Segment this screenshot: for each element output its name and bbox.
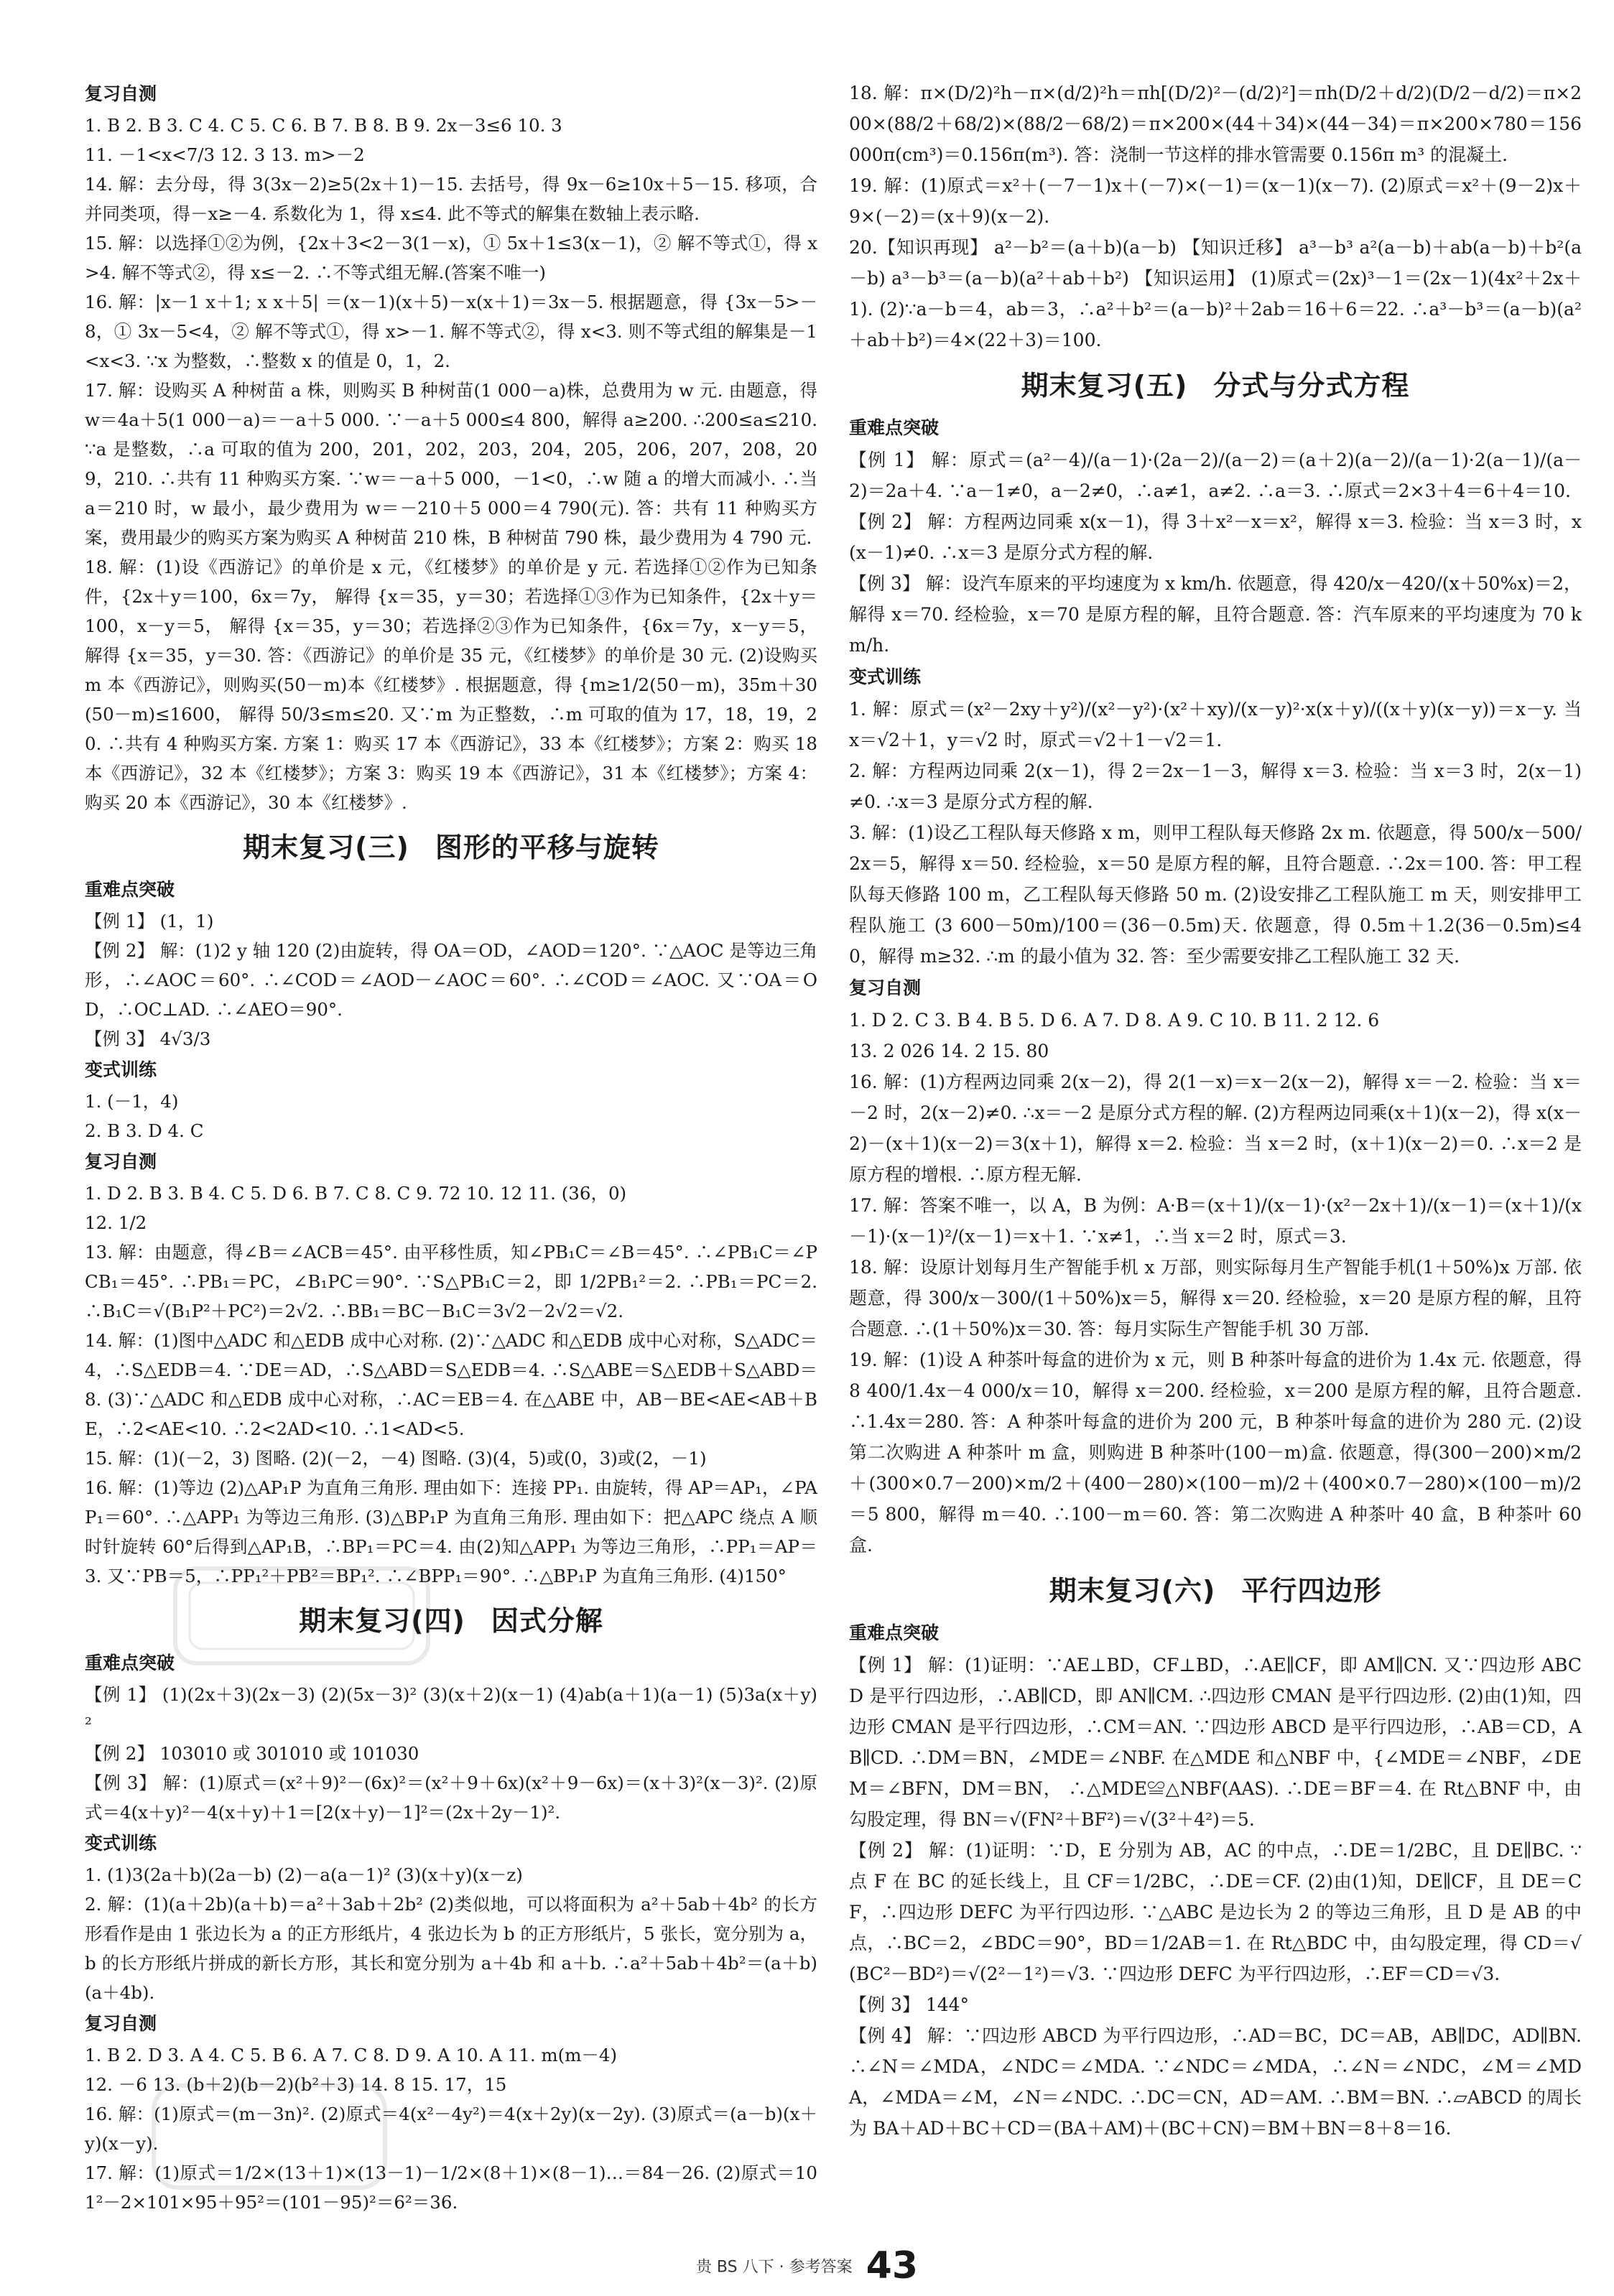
- answer-paragraph: 【例 1】 (1，1): [85, 911, 214, 931]
- right-column: [849, 78, 1582, 2144]
- answer-paragraph: 12. －6 13. (b＋2)(b－2)(b²＋3) 14. 8 15. 17，15: [85, 2074, 507, 2095]
- answer-paragraph: 19. 解：(1)原式＝x²＋(－7－1)x＋(－7)×(－1)＝(x－1)(x－7). (2)原式＝x²＋(9－2)x＋9×(－2)＝(x＋9)(x－2).: [849, 175, 1582, 227]
- answer-paragraph: 14. 解：(1)图中△ADC 和△EDB 成中心对称. (2)∵△ADC 和△EDB 成中心对称，S△ADC＝4，∴S△EDB＝4. ∵DE＝AD，∴S△ABD＝S△EDB＝4. ∴S△ABE＝S△EDB＋S△ABD＝8. (3)∵△ADC 和△EDB 成中心对称，∴AC＝EB＝4. 在△ABE 中，AB－BE<AE<AB＋BE，∴2<AE<10. ∴2<2AD<10. ∴1<AD<5.: [85, 1330, 817, 1439]
- answer-paragraph: 14. 解：去分母，得 3(3x－2)≥5(2x＋1)－15. 去括号，得 9x－6≥10x＋5－15. 移项，合并同类项，得－x≥－4. 系数化为 1，得 x≤4. 此不等式的解集在数轴上表示略.: [85, 174, 817, 224]
- answer-paragraph: 2. 解：方程两边同乘 2(x－1)，得 2＝2x－1－3，解得 x＝3. 检验：当 x＝3 时，2(x－1)≠0. ∴x＝3 是原分式方程的解.: [849, 761, 1582, 812]
- chapter-heading: [85, 824, 817, 870]
- answer-paragraph: 15. 解：(1)(－2，3) 图略. (2)(－2，－4) 图略. (3)(4，5)或(0，3)或(2，－1): [85, 1448, 707, 1469]
- footer-label: 贵 BS 八下 · 参考答案: [695, 2258, 853, 2277]
- section-subheading: 变式训练: [849, 666, 922, 687]
- chapter-title: 因式分解: [491, 1605, 603, 1637]
- answer-paragraph: 12. 1/2: [85, 1212, 147, 1233]
- answer-paragraph: 1. D 2. C 3. B 4. B 5. D 6. A 7. D 8. A 9. C 10. B 11. 2 12. 6: [849, 1010, 1380, 1031]
- watermark-stamp-2: [151, 2083, 388, 2190]
- chapter-heading: [849, 1568, 1582, 1614]
- answer-paragraph: 19. 解：(1)设 A 种茶叶每盒的进价为 x 元，则 B 种茶叶每盒的进价为 1.4x 元. 依题意，得 8 400/1.4x－4 000/x＝10，解得 x＝200. 经检验，x＝200 是原方程的解，且符合题意. ∴1.4x＝280. 答：A 种茶叶每盒的进价为 200 元，B 种茶叶每盒的进价为 280 元. (2)设第二次购进 A 种茶叶 m 盒，则购进 B 种茶叶(100－m)盒. 依题意，得(300－200)×m/2＋(300×0.7－200)×m/2＋(400－280)×(100－m)/2＋(400×0.7－280)×(100－m)/2＝5 800，解得 m＝40. ∴100－m＝60. 答：第二次购进 A 种茶叶 40 盒，B 种茶叶 60 盒.: [849, 1349, 1582, 1556]
- chapter-title: 平行四边形: [1241, 1575, 1382, 1607]
- answer-paragraph: 【例 3】 144°: [849, 1994, 970, 2015]
- answer-paragraph: 【例 2】 解：(1)2 y 轴 120 (2)由旋转，得 OA＝OD，∠AOD＝120°. ∵△AOC 是等边三角形，∴∠AOC＝60°. ∴∠COD＝∠AOD－∠AOC＝60°. ∴∠COD＝∠AOC. 又∵OA＝OD，∴OC⊥AD. ∴∠AEO＝90°.: [85, 940, 817, 1020]
- answer-paragraph: 【例 1】 解：原式＝(a²－4)/(a－1)·(2a－2)/(a－2)＝(a＋2)(a－2)/(a－1)·2(a－1)/(a－2)＝2a＋4. ∵a－1≠0，a－2≠0，∴a≠1，a≠2. ∴a＝3. ∴原式＝2×3＋4＝6＋4＝10.: [849, 450, 1582, 501]
- answer-paragraph: 17. 解：答案不唯一，以 A，B 为例：A·B＝(x＋1)/(x－1)·(x²－2x＋1)/(x－1)＝(x＋1)/(x－1)·(x－1)²/(x－1)＝x＋1. ∵x≠1，∴当 x＝2 时，原式＝3.: [849, 1195, 1582, 1247]
- answer-paragraph: 2. B 3. D 4. C: [85, 1120, 204, 1141]
- answer-paragraph: 16. 解：(1)等边 (2)△AP₁P 为直角三角形. 理由如下：连接 PP₁. 由旋转，得 AP＝AP₁，∠PAP₁＝60°. ∴△APP₁ 为等边三角形. (3)△BP₁P 为直角三角形. 理由如下：把△APC 绕点 A 顺时针旋转 60°后得到△AP₁B，∴BP₁＝PC＝4. 由(2)知△APP₁ 为等边三角形，∴PP₁＝AP＝3. 又∵PB＝5，∴PP₁²＋PB²＝BP₁². ∴∠BPP₁＝90°. ∴△BP₁P 为直角三角形. (4)150°: [85, 1477, 817, 1586]
- answer-paragraph: 2. 解：(1)(a＋2b)(a＋b)＝a²＋3ab＋2b² (2)类似地，可以将面积为 a²＋5ab＋4b² 的长方形看作是由 1 张边长为 a 的正方形纸片，4 张边长为 b 的正方形纸片，5 张长，宽分别为 a，b 的长方形纸片拼成的新长方形，其长和宽分别为 a＋4b 和 a＋b. ∴a²＋5ab＋4b²＝(a＋b)(a＋4b).: [85, 1894, 817, 2003]
- answer-paragraph: 【例 4】 解：∵四边形 ABCD 为平行四边形，∴AD＝BC，DC＝AB，AB∥DC，AD∥BN. ∴∠N＝∠MDA，∠NDC＝∠MDA. ∵∠NDC＝∠MDA，∴∠N＝∠NDC，∠M＝∠MDA，∠MDA＝∠M，∠N＝∠NDC. ∴DC＝CN，AD＝AM. ∴BM＝BN. ∴▱ABCD 的周长为 BA＋AD＋BC＋CD＝(BA＋AM)＋(BC＋CN)＝BM＋BN＝8＋8＝16.: [849, 2025, 1582, 2139]
- answer-paragraph: 20.【知识再现】 a²－b²＝(a＋b)(a－b) 【知识迁移】 a³－b³ a²(a－b)＋ab(a－b)＋b²(a－b) a³－b³＝(a－b)(a²＋ab＋b²) 【知识运用】 (1)原式＝(2x)³－1＝(2x－1)(4x²＋2x＋1). (2)∵a－b＝4，ab＝3，∴a²＋b²＝(a－b)²＋2ab＝16＋6＝22. ∴a³－b³＝(a－b)(a²＋ab＋b²)＝4×(22＋3)＝100.: [849, 237, 1582, 350]
- answer-paragraph: 15. 解：以选择①②为例，{2x＋3<2－3(1－x)，① 5x＋1≤3(x－1)，② 解不等式①，得 x>4. 解不等式②，得 x≤－2. ∴不等式组无解.(答案不唯一): [85, 233, 817, 283]
- chapter-number: 期末复习(五): [1021, 370, 1188, 401]
- section-subheading: 复习自测: [85, 2013, 157, 2034]
- answer-paragraph: 【例 1】 (1)(2x＋3)(2x－3) (2)(5x－3)² (3)(x＋2)(x－1) (4)ab(a＋1)(a－1) (5)3a(x＋y)²: [85, 1684, 817, 1734]
- section-subheading: 变式训练: [85, 1833, 157, 1854]
- chapter-title: 图形的平移与旋转: [435, 832, 659, 863]
- chapter-number: 期末复习(四): [299, 1605, 465, 1637]
- answer-paragraph: 17. 解：(1)原式＝1/2×(13＋1)×(13－1)－1/2×(8＋1)×(8－1)…＝84－26. (2)原式＝101²－2×101×95＋95²＝(101－95)²＝6²＝36.: [85, 2162, 817, 2213]
- answer-paragraph: 【例 2】 解：(1)证明：∵D，E 分别为 AB，AC 的中点，∴DE＝1/2BC，且 DE∥BC. ∵点 F 在 BC 的延长线上，且 CF＝1/2BC，∴DE＝CF. (2)由(1)知，DE∥CF，且 DE＝CF，∴四边形 DEFC 为平行四边形. ∵△ABC 是边长为 2 的等边三角形，且 D 是 AB 的中点，∴BC＝2，∠BDC＝90°，BD＝1/2AB＝1. 在 Rt△BDC 中，由勾股定理，得 CD＝√(BC²－BD²)＝√(2²－1²)＝√3. ∵四边形 DEFC 为平行四边形，∴EF＝CD＝√3.: [849, 1840, 1582, 1984]
- answer-paragraph: 17. 解：设购买 A 种树苗 a 株，则购买 B 种树苗(1 000－a)株，总费用为 w 元. 由题意，得 w＝4a＋5(1 000－a)＝－a＋5 000. ∵－a＋5 000≤4 800，解得 a≥200. ∴200≤a≤210. ∵a 是整数，∴a 可取的值为 200，201，202，203，204，205，206，207，208，209，210. ∴共有 11 种购买方案. ∵w＝－a＋5 000，－1<0，∴w 随 a 的增大而减小. ∴当 a＝210 时，w 最小，最少费用为 w＝－210＋5 000＝4 790(元). 答：共有 11 种购买方案，费用最少的购买方案为购买 A 种树苗 210 株，B 种树苗 790 株，最少费用为 4 790 元.: [85, 380, 817, 548]
- section-subheading: 重难点突破: [849, 417, 940, 438]
- chapter-title: 分式与分式方程: [1213, 370, 1410, 401]
- left-column: [85, 78, 817, 2217]
- answer-paragraph: 18. 解：(1)设《西游记》的单价是 x 元，《红楼梦》的单价是 y 元. 若选择①②作为已知条件，{2x＋y＝100，6x＝7y， 解得 {x＝35，y＝30；若选择①③作为已知条件，{2x＋y＝100，x－y＝5， 解得 {x＝35，y＝30；若选择②③作为已知条件，{6x＝7y，x－y＝5， 解得 {x＝35，y＝30. 答：《西游记》的单价是 35 元，《红楼梦》的单价是 30 元. (2)设购买 m 本《西游记》，则购买(50－m)本《红楼梦》. 根据题意，得 {m≥1/2(50－m)，35m＋30(50－m)≤1600， 解得 50/3≤m≤20. 又∵m 为正整数，∴m 可取的值为 17，18，19，20. ∴共有 4 种购买方案. 方案 1：购买 17 本《西游记》，33 本《红楼梦》；方案 2：购买 18 本《西游记》，32 本《红楼梦》；方案 3：购买 19 本《西游记》，31 本《红楼梦》；方案 4：购买 20 本《西游记》，30 本《红楼梦》.: [85, 557, 817, 813]
- section-subheading: 复习自测: [849, 977, 922, 998]
- answer-paragraph: 1. B 2. B 3. C 4. C 5. C 6. B 7. B 8. B 9. 2x－3≤6 10. 3: [85, 115, 562, 136]
- page-number: 43: [866, 2244, 919, 2287]
- section-subheading: 复习自测: [85, 1151, 157, 1172]
- answer-paragraph: 16. 解：(1)方程两边同乘 2(x－2)，得 2(1－x)＝x－2(x－2)，解得 x＝－2. 检验：当 x＝－2 时，2(x－2)≠0. ∴x＝－2 是原分式方程的解. (2)方程两边同乘(x＋1)(x－2)，得 x(x－2)－(x＋1)(x－2)＝3(x＋1)，解得 x＝2. 检验：当 x＝2 时，(x＋1)(x－2)＝0. ∴x＝2 是原方程的增根. ∴原方程无解.: [849, 1072, 1582, 1185]
- section-subheading: 重难点突破: [849, 1622, 940, 1643]
- chapter-number: 期末复习(三): [243, 832, 409, 863]
- answer-paragraph: 16. 解：|x－1 x＋1; x x＋5| ＝(x－1)(x＋5)－x(x＋1)＝3x－5. 根据题意，得 {3x－5>－8，① 3x－5<4，② 解不等式①，得 x>－1. 解不等式②，得 x<3. 则不等式组的解集是－1<x<3. ∵x 为整数，∴整数 x 的值是 0，1，2.: [85, 292, 817, 371]
- answer-paragraph: 16. 解：(1)原式＝(m－3n)². (2)原式＝4(x²－4y²)＝4(x＋2y)(x－2y). (3)原式＝(a－b)(x＋y)(x－y).: [85, 2104, 817, 2154]
- answer-paragraph: 1. B 2. D 3. A 4. C 5. B 6. A 7. C 8. D 9. A 10. A 11. m(m－4): [85, 2045, 618, 2065]
- chapter-number: 期末复习(六): [1049, 1575, 1216, 1607]
- answer-paragraph: 【例 3】 解：设汽车原来的平均速度为 x km/h. 依题意，得 420/x－420/(x＋50%x)＝2，解得 x＝70. 经检验，x＝70 是原方程的解，且符合题意. 答：汽车原来的平均速度为 70 km/h.: [849, 573, 1582, 656]
- answer-paragraph: 1. (1)3(2a＋b)(2a－b) (2)－a(a－1)² (3)(x＋y)(x－z): [85, 1864, 523, 1885]
- watermark-stamp: [172, 1566, 431, 1666]
- section-subheading: 重难点突破: [85, 879, 175, 900]
- answer-paragraph: 3. 解：(1)设乙工程队每天修路 x m，则甲工程队每天修路 2x m. 依题意，得 500/x－500/2x＝5，解得 x＝50. 经检验，x＝50 是原方程的解，且符合题意. ∴2x＝100. 答：甲工程队每天修路 100 m，乙工程队每天修路 50 m. (2)设安排乙工程队施工 m 天，则安排甲工程队施工 (3 600－50m)/100＝(36－0.5m)天. 依题意，得 0.5m＋1.2(36－0.5m)≤40，解得 m≥32. ∴m 的最小值为 32. 答：至少需要安排乙工程队施工 32 天.: [849, 822, 1582, 967]
- answer-paragraph: 【例 3】 解：(1)原式＝(x²＋9)²－(6x)²＝(x²＋9＋6x)(x²＋9－6x)＝(x＋3)²(x－3)². (2)原式＝4(x＋y)²－4(x＋y)＋1＝[2(x＋y)－1]²＝(2x＋2y－1)².: [85, 1772, 817, 1823]
- answer-paragraph: 【例 1】 解：(1)证明：∵AE⊥BD，CF⊥BD，∴AE∥CF，即 AM∥CN. 又∵四边形 ABCD 是平行四边形，∴AB∥CD，即 AN∥CM. ∴四边形 CMAN 是平行四边形. (2)由(1)知，四边形 CMAN 是平行四边形，∴CM＝AN. ∵四边形 ABCD 是平行四边形，∴AB＝CD，AB∥CD. ∴DM＝BN，∠MDE＝∠NBF. 在△MDE 和△NBF 中，{∠MDE＝∠NBF，∠DEM＝∠BFN，DM＝BN， ∴△MDE≌△NBF(AAS). ∴DE＝BF＝4. 在 Rt△BNF 中，由勾股定理，得 BN＝√(FN²＋BF²)＝√(3²＋4²)＝5.: [849, 1655, 1582, 1830]
- answer-paragraph: 【例 3】 4√3/3: [85, 1028, 211, 1049]
- answer-paragraph: 1. D 2. B 3. B 4. C 5. D 6. B 7. C 8. C 9. 72 10. 12 11. (36，0): [85, 1183, 627, 1204]
- answer-paragraph: 11. －1<x<7/3 12. 3 13. m>－2: [85, 144, 365, 165]
- answer-paragraph: 【例 2】 103010 或 301010 或 101030: [85, 1743, 419, 1764]
- page-footer: [0, 2244, 1614, 2287]
- answer-paragraph: 13. 2 026 14. 2 15. 80: [849, 1041, 1049, 1061]
- answer-paragraph: 18. 解：π×(D/2)²h－π×(d/2)²h＝πh[(D/2)²－(d/2)²]＝πh(D/2＋d/2)(D/2－d/2)＝π×200×(88/2＋68/2)×(88/2－68/2)＝π×200×(44＋34)×(44－34)＝π×200×780＝156 000π(cm³)＝0.156π(m³). 答：浇制一节这样的排水管需要 0.156π m³ 的混凝土.: [849, 83, 1582, 165]
- section-subheading: 重难点突破: [85, 1653, 175, 1673]
- chapter-heading: [849, 363, 1582, 409]
- answer-paragraph: 13. 解：由题意，得∠B＝∠ACB＝45°. 由平移性质，知∠PB₁C＝∠B＝45°. ∴∠PB₁C＝∠PCB₁＝45°. ∴PB₁＝PC，∠B₁PC＝90°. ∵S△PB₁C＝2，即 1/2PB₁²＝2. ∴PB₁＝PC＝2. ∴B₁C＝√(B₁P²＋PC²)＝2√2. ∴BB₁＝BC－B₁C＝3√2－2√2＝√2.: [85, 1242, 817, 1321]
- answer-paragraph: 18. 解：设原计划每月生产智能手机 x 万部，则实际每月生产智能手机(1＋50%)x 万部. 依题意，得 300/x－300/(1＋50%)x＝5，解得 x＝20. 经检验，x＝20 是原方程的解，且符合题意. ∴(1＋50%)x＝30. 答：每月实际生产智能手机 30 万部.: [849, 1257, 1582, 1339]
- section-subheading: 复习自测: [85, 83, 157, 104]
- answer-paragraph: 1. 解：原式＝(x²－2xy＋y²)/(x²－y²)·(x²＋xy)/(x－y)²·x(x＋y)/((x＋y)(x－y))＝x－y. 当 x＝√2＋1，y＝√2 时，原式＝√2＋1－√2＝1.: [849, 699, 1582, 750]
- section-subheading: 变式训练: [85, 1059, 157, 1080]
- answer-paragraph: 1. (－1，4): [85, 1091, 179, 1112]
- answer-paragraph: 【例 2】 解：方程两边同乘 x(x－1)，得 3＋x²－x＝x²，解得 x＝3. 检验：当 x＝3 时，x(x－1)≠0. ∴x＝3 是原分式方程的解.: [849, 511, 1582, 563]
